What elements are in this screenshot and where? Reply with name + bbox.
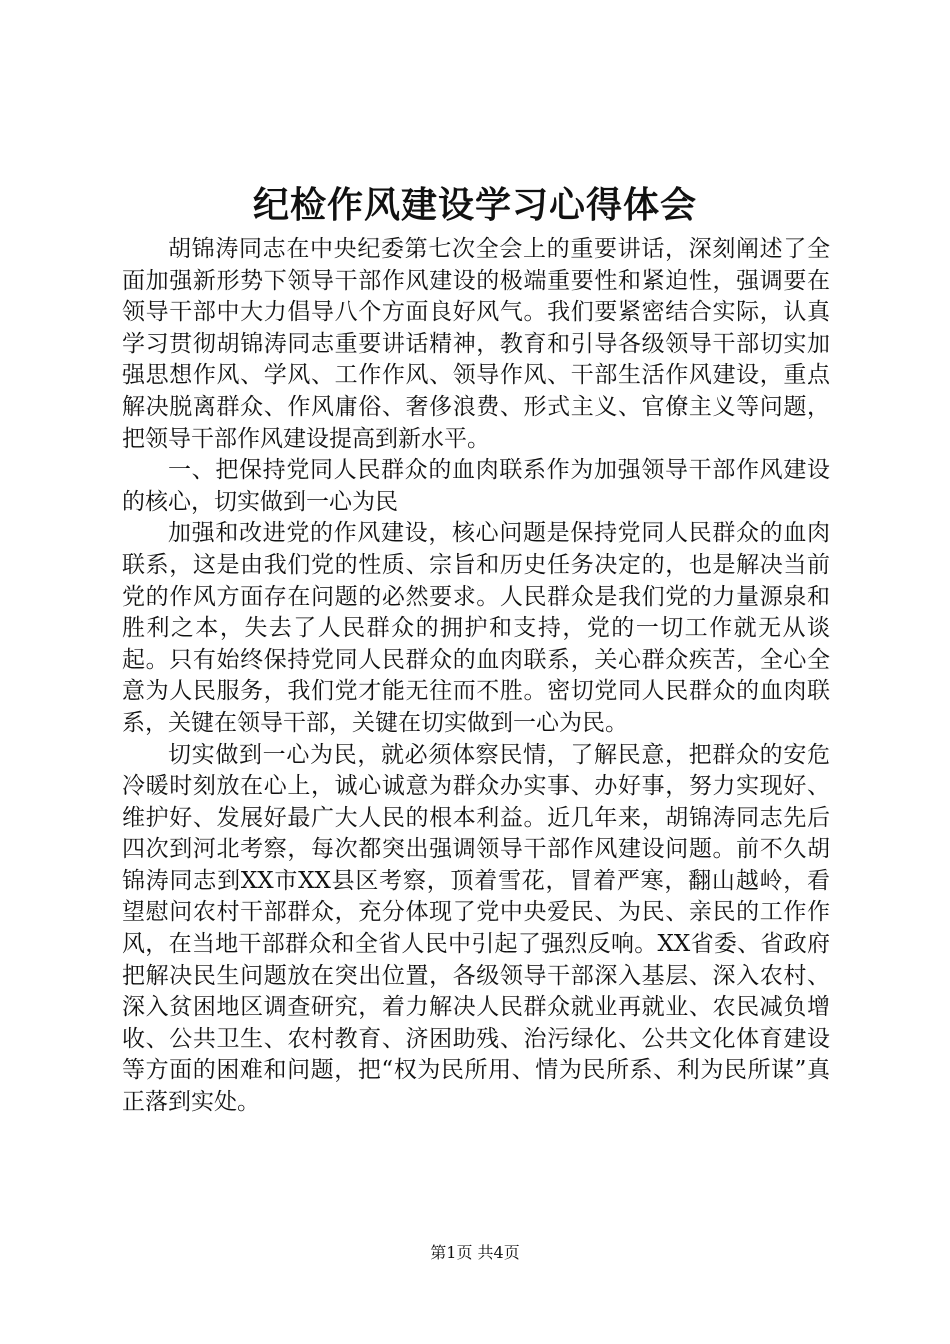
document-title: 纪检作风建设学习心得体会 bbox=[252, 184, 697, 226]
document-body bbox=[122, 234, 830, 1119]
paragraph-core-issue: 加强和改进党的作风建设，核心问题是保持党同人民群众的血肉联系，这是由我们党的性质、宗旨和历史任务决定的，也是解决当前党的作风方面存在问题的必然要求。人民群众是我们党的力量源泉和胜利之本，失去了人民群众的拥护和支持，党的一切工作就无从谈起。只有始终保持党同人民群众的血肉联系，关心群众疾苦，全心全意为人民服务，我们党才能无往而不胜。密切党同人民群众的血肉联系，关键在领导干部，关键在切实做到一心为民。 bbox=[122, 520, 830, 736]
page-number-footer: 第1页 共4页 bbox=[430, 1243, 520, 1262]
paragraph-intro: 胡锦涛同志在中央纪委第七次全会上的重要讲话，深刻阐述了全面加强新形势下领导干部作风建设的极端重要性和紧迫性，强调要在领导干部中大力倡导八个方面良好风气。我们要紧密结合实际，认真学习贯彻胡锦涛同志重要讲话精神，教育和引导各级领导干部切实加强思想作风、学风、工作作风、领导作风、干部生活作风建设，重点解决脱离群众、作风庸俗、奢侈浪费、形式主义、官僚主义等问题，把领导干部作风建设提高到新水平。 bbox=[122, 236, 830, 452]
section-heading-1: 一、把保持党同人民群众的血肉联系作为加强领导干部作风建设的核心，切实做到一心为民 bbox=[122, 457, 830, 515]
paragraph-serve-people: 切实做到一心为民，就必须体察民情，了解民意，把群众的安危冷暖时刻放在心上，诚心诚意为群众办实事、办好事，努力实现好、维护好、发展好最广大人民的根本利益。近几年来，胡锦涛同志先后四次到河北考察，每次都突出强调领导干部作风建设问题。前不久胡锦涛同志到XX市XX县区考察，顶着雪花，冒着严寒，翻山越岭，看望慰问农村干部群众，充分体现了党中央爱民、为民、亲民的工作作风，在当地干部群众和全省人民中引起了强烈反响。XX省委、省政府把解决民生问题放在突出位置，各级领导干部深入基层、深入农村、深入贫困地区调查研究，着力解决人民群众就业再就业、农民减负增收、公共卫生、农村教育、济困助残、治污绿化、公共文化体育建设等方面的困难和问题，把“权为民所用、情为民所系、利为民所谋”真正落到实处。 bbox=[122, 741, 830, 1116]
